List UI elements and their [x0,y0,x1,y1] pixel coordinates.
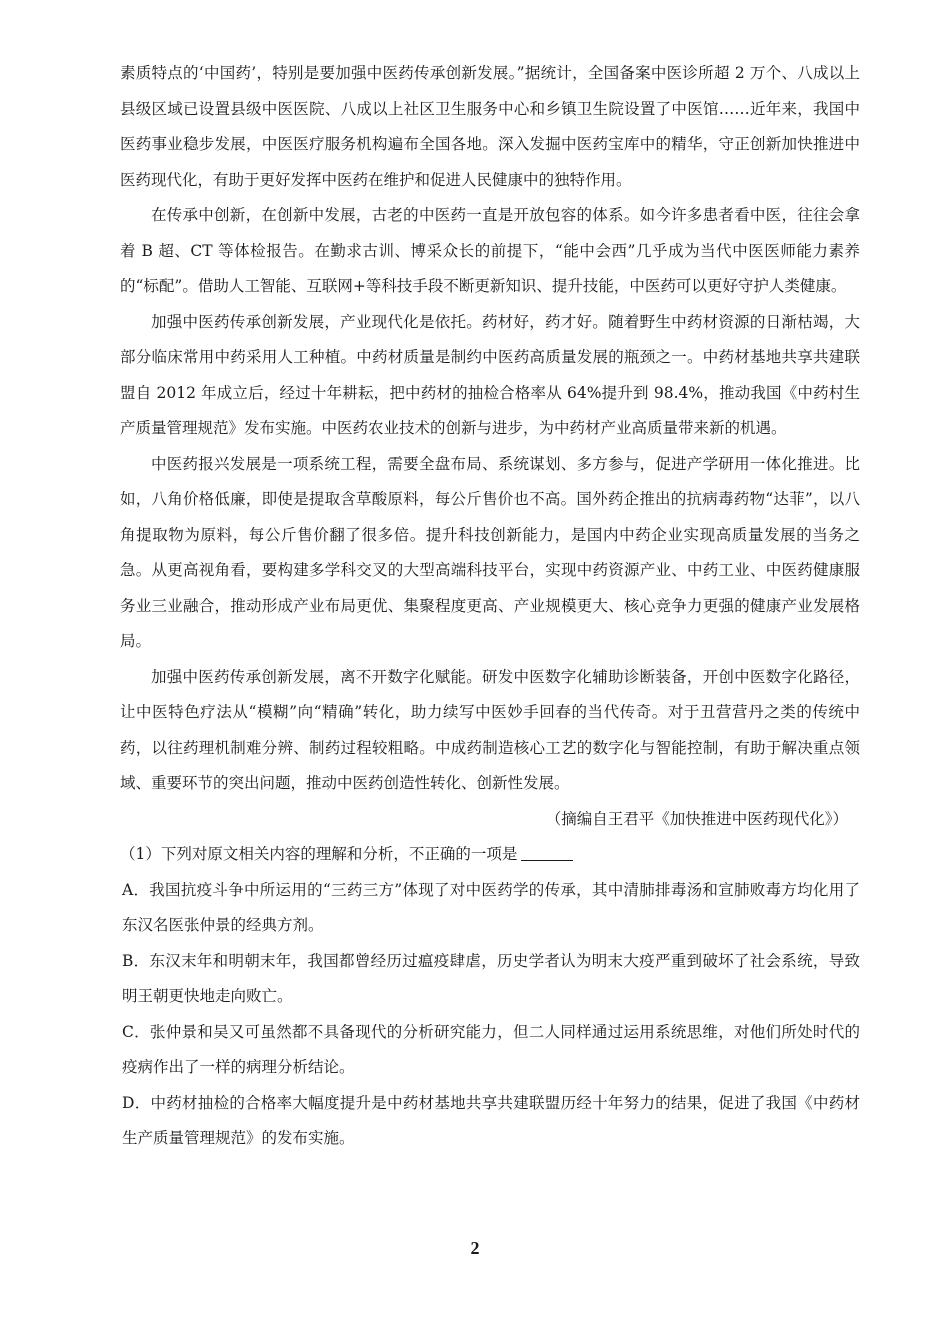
article-source: （摘编自王君平《加快推进中医药现代化》） [545,809,848,828]
option-d: D．中药材抽检的合格率大幅度提升是中药材基地共享共建联盟历经十年努力的结果，促进了我国《中药材生产质量管理规范》的发布实施。 [122,1093,860,1147]
option-a: A．我国抗疫斗争中所运用的“三药三方”体现了对中医药学的传承，其中清肺排毒汤和宣肺败毒方均化用了东汉名医张仲景的经典方剂。 [122,880,860,934]
paragraph-2: 在传承中创新，在创新中发展，古老的中医药一直是开放包容的体系。如今许多患者看中医，往往会拿着 B 超、CT 等体检报告。在勤求古训、博采众长的前提下，“能中会西”几乎成为当代中医医师能力素养的“标配”。借助人工智能、互联网+等科技手段不断更新知识、提升技能，中医药可以更好守护人类健康。 [120,206,860,295]
paragraph-4: 中医药报兴发展是一项系统工程，需要全盘布局、系统谋划、多方参与，促进产学研用一体化推进。比如，八角价格低廉，即使是提取含草酸原料，每公斤售价也不高。国外药企推出的抗病毒药物“达菲”，以八角提取物为原料，每公斤售价翻了很多倍。提升科技创新能力，是国内中药企业实现高质量发展的当务之急。从更高视角看，要构建多学科交叉的大型高端科技平台，实现中药资源产业、中药工业、中医药健康服务业三业融合，推动形成产业布局更优、集聚程度更高、产业规模更大、核心竞争力更强的健康产业发展格局。 [120,454,860,650]
article-body [120,56,860,1157]
paragraph-3: 加强中医药传承创新发展，产业现代化是依托。药材好，药才好。随着野生中药材资源的日渐枯竭，大部分临床常用中药采用人工种植。中药材质量是制约中医药高质量发展的瓶颈之一。中药材基地共享共建联盟自 2012 年成立后，经过十年耕耘，把中药材的抽检合格率从 64%提升到 98.4%，推动我国《中药村生产质量管理规范》发布实施。中医药农业技术的创新与进步，为中药材产业高质量带来新的机遇。 [120,312,860,437]
page-number: 2 [470,1238,480,1258]
option-b: B．东汉末年和明朝末年，我国都曾经历过瘟疫肆虐，历史学者认为明末大疫严重到破坏了社会系统，导致明王朝更快地走向败亡。 [122,951,860,1005]
answer-blank [521,846,573,861]
question-stem [120,837,860,873]
question-stem-text: （1）下列对原文相关内容的理解和分析，不正确的一项是 [120,845,518,863]
paragraph-1: 素质特点的‘中国药’，特别是要加强中医药传承创新发展。”据统计，全国备案中医诊所超 2 万个、八成以上县级区域已设置县级中医医院、八成以上社区卫生服务中心和乡镇卫生院设置了中医馆……近年来，我国中医药事业稳步发展，中医医疗服务机构遍布全国各地。深入发掘中医药宝库中的精华，守正创新加快推进中医药现代化，有助于更好发挥中医药在维护和促进人民健康中的独特作用。 [120,64,860,189]
paragraph-5: 加强中医药传承创新发展，离不开数字化赋能。研发中医数字化辅助诊断装备，开创中医数字化路径，让中医特色疗法从“模糊”向“精确”转化，助力续写中医妙手回春的当代传奇。对于丑营营丹之类的传统中药，以往药理机制难分辨、制药过程较粗略。中成药制造核心工艺的数字化与智能控制，有助于解决重点领域、重要环节的突出问题，推动中医药创造性转化、创新性发展。 [120,667,860,792]
option-c: C．张仲景和吴又可虽然都不具备现代的分析研究能力，但二人同样通过运用系统思维，对他们所处时代的疫病作出了一样的病理分析结论。 [122,1022,860,1076]
